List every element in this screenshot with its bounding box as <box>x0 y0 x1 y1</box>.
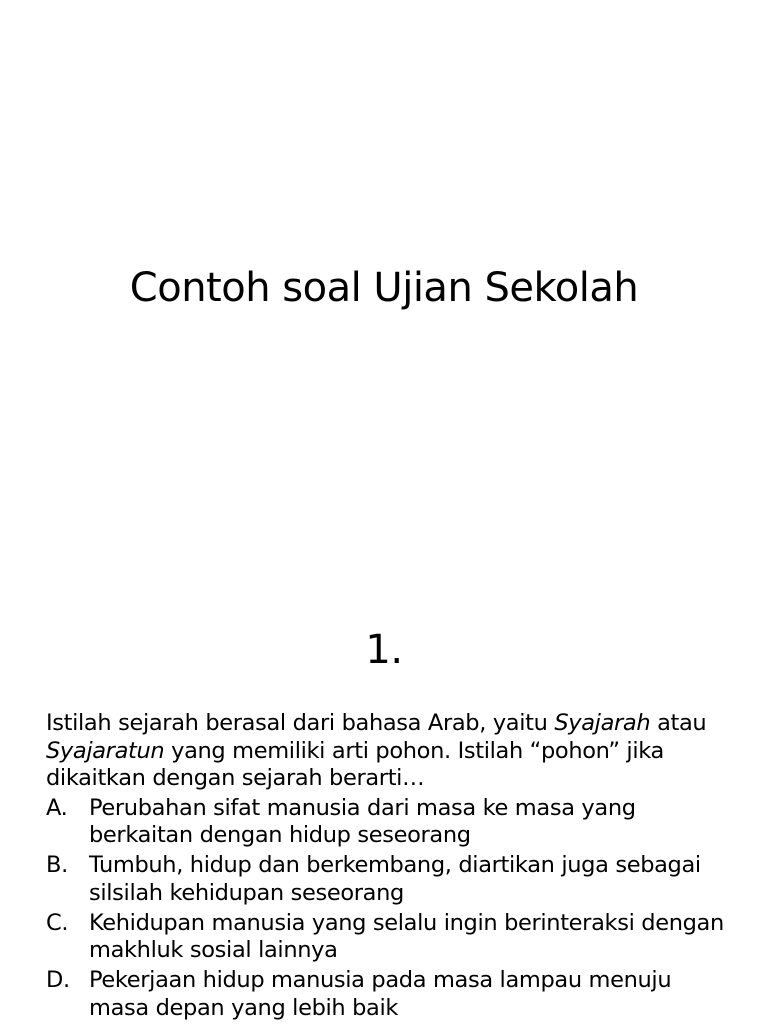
question-text-part-3: yang memiliki arti pohon. Istilah “pohon” jika dikaitkan dengan sejarah berarti… <box>46 737 664 791</box>
option-letter: A. <box>46 794 68 821</box>
question-body <box>46 710 736 1024</box>
question-term-syajarah: Syajarah <box>554 710 651 736</box>
option-letter: C. <box>46 909 69 936</box>
option-letter: B. <box>46 852 68 878</box>
question-text-part-2: atau <box>650 710 707 736</box>
option-text: Kehidupan manusia yang selalu ingin berinteraksi dengan makhluk sosial lainnya <box>89 909 724 963</box>
option-text: Tumbuh, hidup dan berkembang, diartikan juga sebagai silsilah kehidupan seseorang <box>89 852 701 906</box>
question-text-part-1: Istilah sejarah berasal dari bahasa Arab, yaitu <box>46 710 555 736</box>
slide-question-1 <box>0 576 768 1024</box>
question-text <box>46 710 736 793</box>
option-text: Perubahan sifat manusia dari masa ke masa yang berkaitan dengan hidup seseorang <box>89 794 636 848</box>
answer-options <box>46 795 736 1023</box>
option-d <box>46 967 736 1022</box>
question-number: 1. <box>365 627 403 673</box>
option-letter: D. <box>46 967 70 993</box>
question-term-syajaratun: Syajaratun <box>46 737 165 764</box>
option-a <box>46 795 736 850</box>
slide-title: Contoh soal Ujian Sekolah <box>129 265 639 311</box>
option-c <box>46 910 736 965</box>
option-text: Pekerjaan hidup manusia pada masa lampau menuju masa depan yang lebih baik <box>89 967 672 1021</box>
option-b <box>46 852 736 907</box>
